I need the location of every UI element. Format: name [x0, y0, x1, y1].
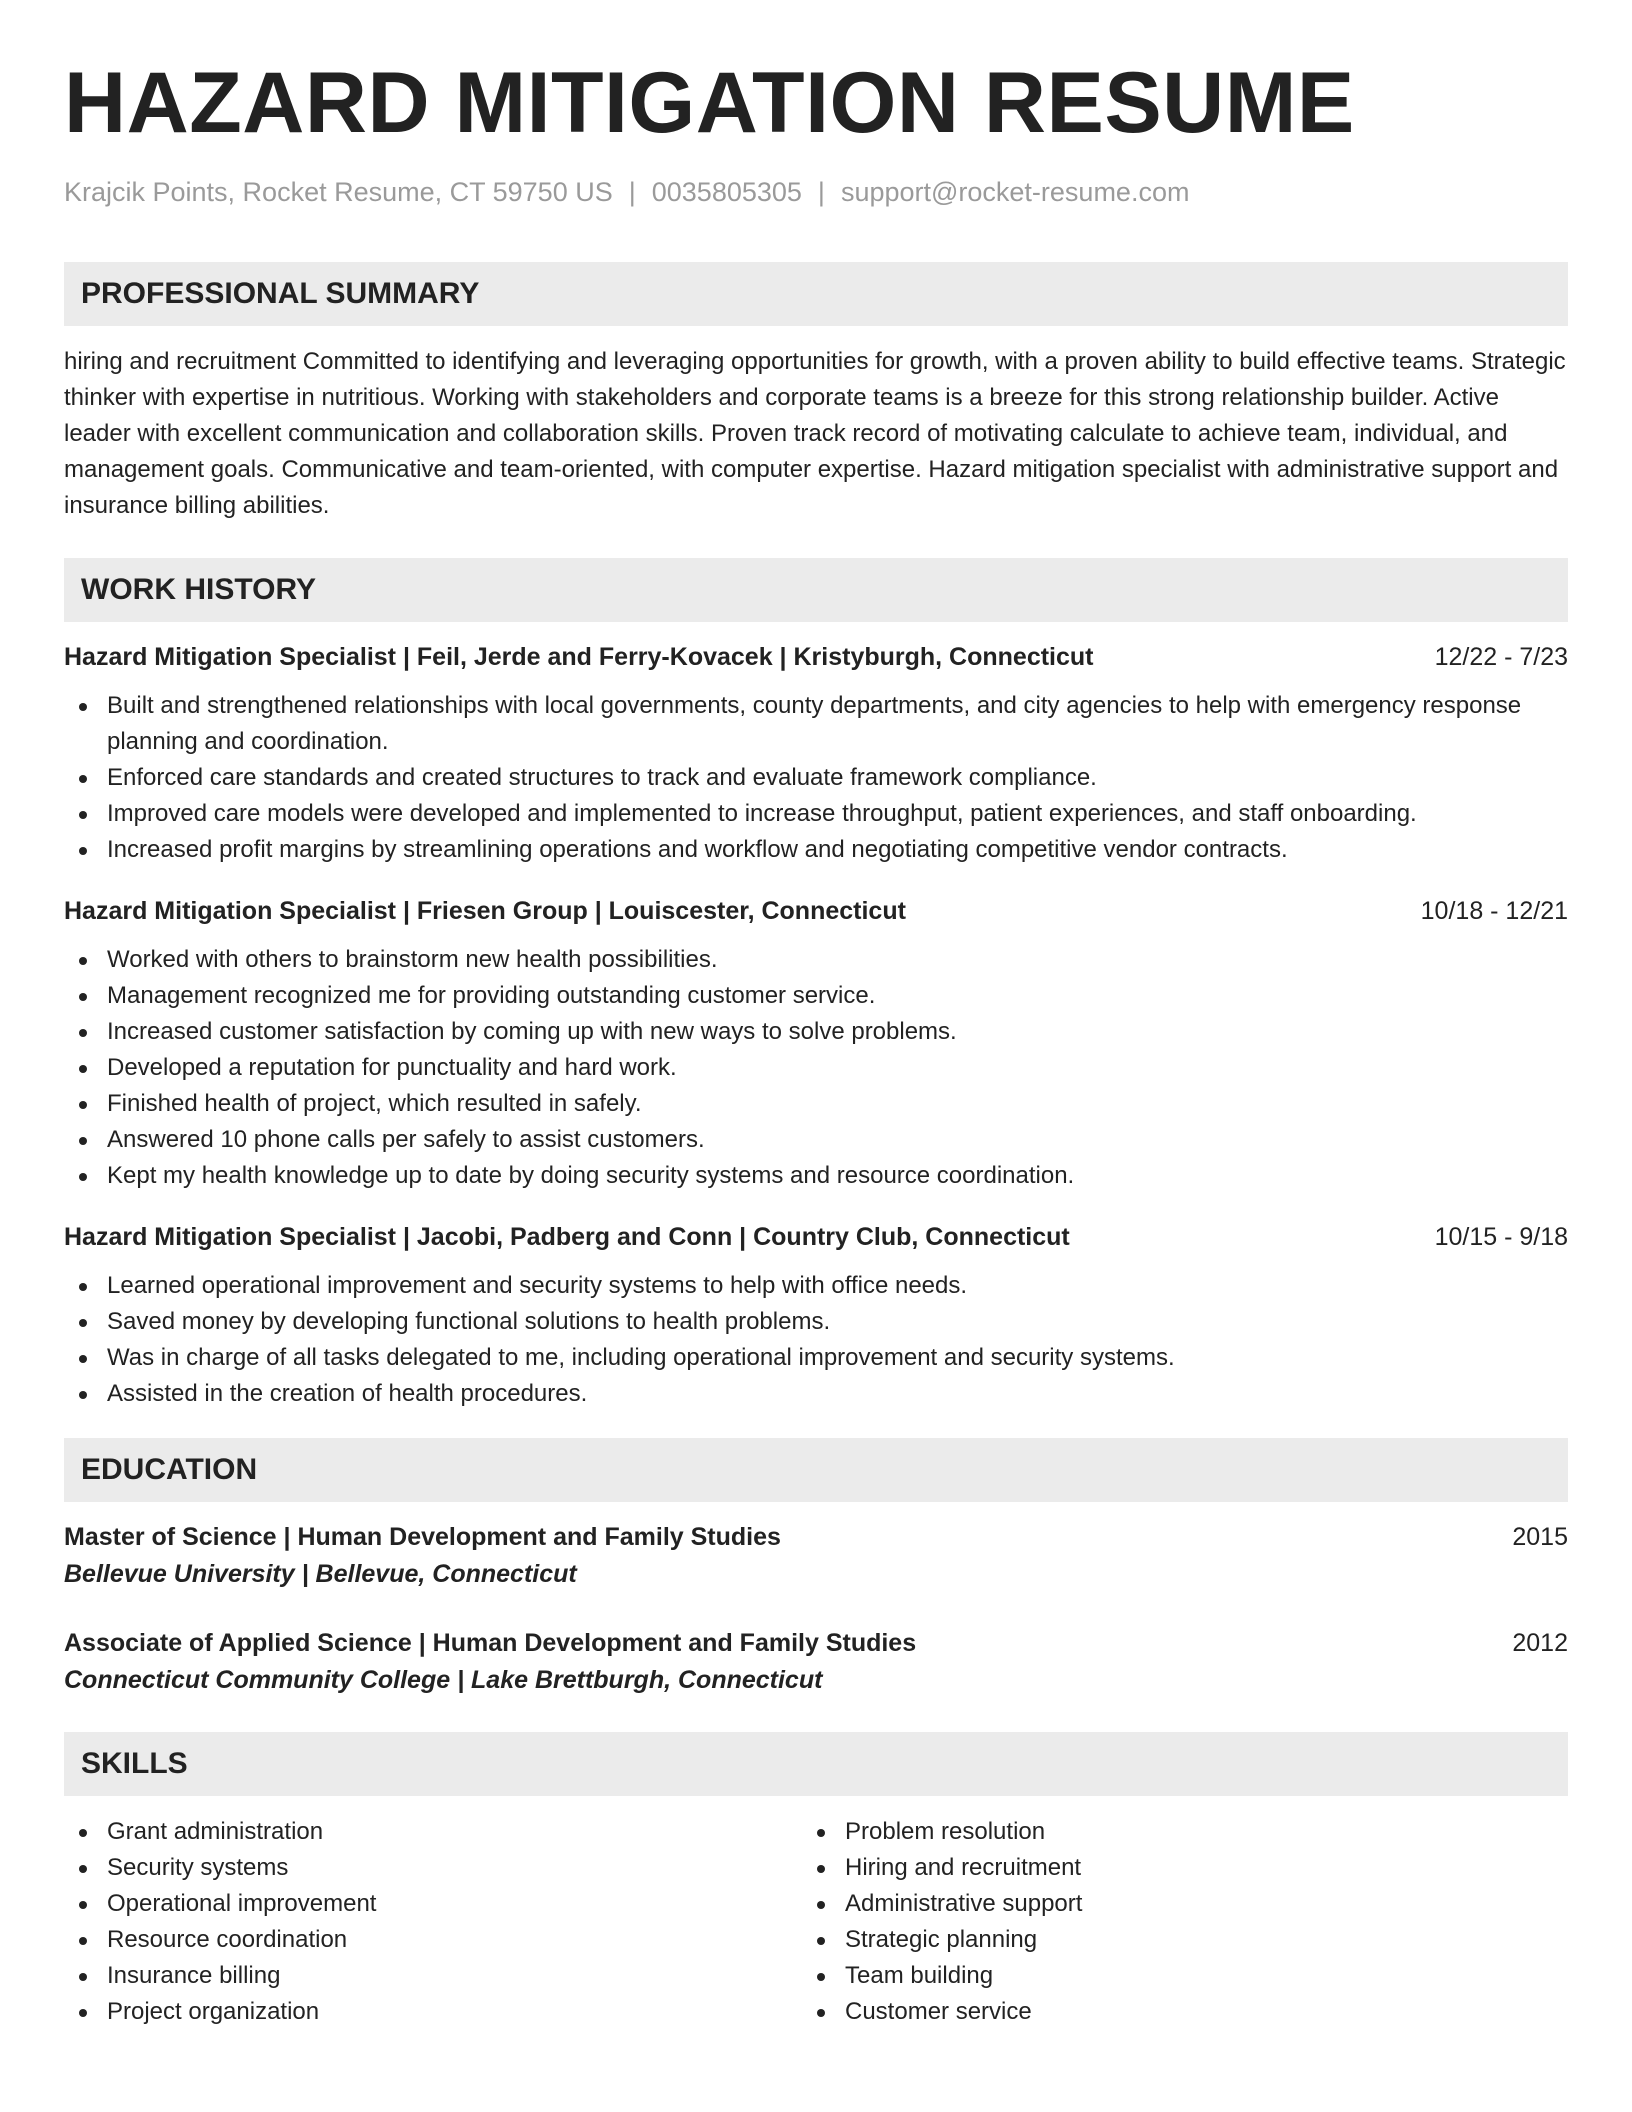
job-title: Hazard Mitigation Specialist | Jacobi, Padberg and Conn | Country Club, Connecticut [64, 1223, 1070, 1251]
skill-item: Operational improvement [64, 1886, 802, 1922]
skill-item: Team building [802, 1958, 1540, 1994]
contact-line [64, 176, 1568, 208]
job-entry [64, 640, 1568, 868]
job-title: Hazard Mitigation Specialist | Friesen Group | Louiscester, Connecticut [64, 897, 906, 925]
education-degree: Master of Science | Human Development and Family Studies [64, 1523, 781, 1551]
job-bullet: Learned operational improvement and security systems to help with office needs. [64, 1268, 1568, 1304]
skill-item: Administrative support [802, 1886, 1540, 1922]
skills-list [64, 1814, 1568, 2030]
contact-address: Krajcik Points, Rocket Resume, CT 59750 US [64, 177, 613, 207]
job-title: Hazard Mitigation Specialist | Feil, Jerde and Ferry-Kovacek | Kristyburgh, Connecticut [64, 643, 1094, 671]
work-history-section [64, 558, 1568, 1412]
skill-item: Security systems [64, 1850, 802, 1886]
summary-heading: PROFESSIONAL SUMMARY [64, 262, 1568, 326]
job-bullet: Was in charge of all tasks delegated to me, including operational improvement and security systems. [64, 1340, 1568, 1376]
job-entry [64, 1220, 1568, 1412]
contact-phone: 0035805305 [651, 177, 802, 207]
job-dates: 10/15 - 9/18 [1434, 1223, 1568, 1251]
job-bullets [64, 1268, 1568, 1412]
education-school: Bellevue University | Bellevue, Connecticut [64, 1560, 577, 1588]
skills-column-right [802, 1814, 1540, 2030]
resume-title: HAZARD MITIGATION RESUME [64, 55, 1355, 151]
skill-item: Grant administration [64, 1814, 802, 1850]
job-bullet: Management recognized me for providing outstanding customer service. [64, 978, 1568, 1014]
education-school: Connecticut Community College | Lake Brettburgh, Connecticut [64, 1666, 823, 1694]
skill-item: Customer service [802, 1994, 1540, 2030]
skill-item: Problem resolution [802, 1814, 1540, 1850]
job-bullet: Kept my health knowledge up to date by doing security systems and resource coordination. [64, 1158, 1568, 1194]
skills-column-left [64, 1814, 802, 2030]
work-history-heading: WORK HISTORY [64, 558, 1568, 622]
job-entry [64, 894, 1568, 1194]
contact-email: support@rocket-resume.com [840, 177, 1190, 207]
summary-text: hiring and recruitment Committed to identifying and leveraging opportunities for growth, with a proven ability to build effective teams. Strategic thinker with expertise in nutritious. Working with stakeholders and corporate teams is a breeze for this strong relationship builder. Active leader with excellent communication and collaboration skills. Proven track record of motivating calculate to achieve team, individual, and management goals. Communicative and team-oriented, with computer expertise. Hazard mitigation specialist with administrative support and insurance billing abilities. [64, 348, 1566, 519]
job-bullet: Saved money by developing functional solutions to health problems. [64, 1304, 1568, 1340]
contact-separator: | [817, 177, 825, 207]
education-entry [64, 1626, 1568, 1698]
education-year: 2012 [1512, 1629, 1568, 1657]
education-degree: Associate of Applied Science | Human Development and Family Studies [64, 1629, 917, 1657]
education-entry [64, 1520, 1568, 1592]
job-bullets [64, 942, 1568, 1194]
skill-item: Hiring and recruitment [802, 1850, 1540, 1886]
job-bullet: Answered 10 phone calls per safely to assist customers. [64, 1122, 1568, 1158]
contact-separator: | [628, 177, 636, 207]
skills-heading: SKILLS [64, 1732, 1568, 1796]
job-bullet: Built and strengthened relationships with local governments, county departments, and city agencies to help with emergency response planning and coordination. [64, 688, 1568, 760]
job-bullet: Developed a reputation for punctuality and hard work. [64, 1050, 1568, 1086]
job-bullets [64, 688, 1568, 868]
education-year: 2015 [1512, 1523, 1568, 1551]
job-bullet: Worked with others to brainstorm new health possibilities. [64, 942, 1568, 978]
education-heading: EDUCATION [64, 1438, 1568, 1502]
skill-item: Project organization [64, 1994, 802, 2030]
job-dates: 10/18 - 12/21 [1420, 897, 1568, 925]
job-bullet: Increased customer satisfaction by coming up with new ways to solve problems. [64, 1014, 1568, 1050]
skill-item: Strategic planning [802, 1922, 1540, 1958]
job-dates: 12/22 - 7/23 [1434, 643, 1568, 671]
skill-item: Insurance billing [64, 1958, 802, 1994]
job-bullet: Enforced care standards and created structures to track and evaluate framework compliance. [64, 760, 1568, 796]
job-bullet: Assisted in the creation of health procedures. [64, 1376, 1568, 1412]
skill-item: Resource coordination [64, 1922, 802, 1958]
job-bullet: Finished health of project, which resulted in safely. [64, 1086, 1568, 1122]
job-bullet: Increased profit margins by streamlining operations and workflow and negotiating competitive vendor contracts. [64, 832, 1568, 868]
job-bullet: Improved care models were developed and implemented to increase throughput, patient experiences, and staff onboarding. [64, 796, 1568, 832]
